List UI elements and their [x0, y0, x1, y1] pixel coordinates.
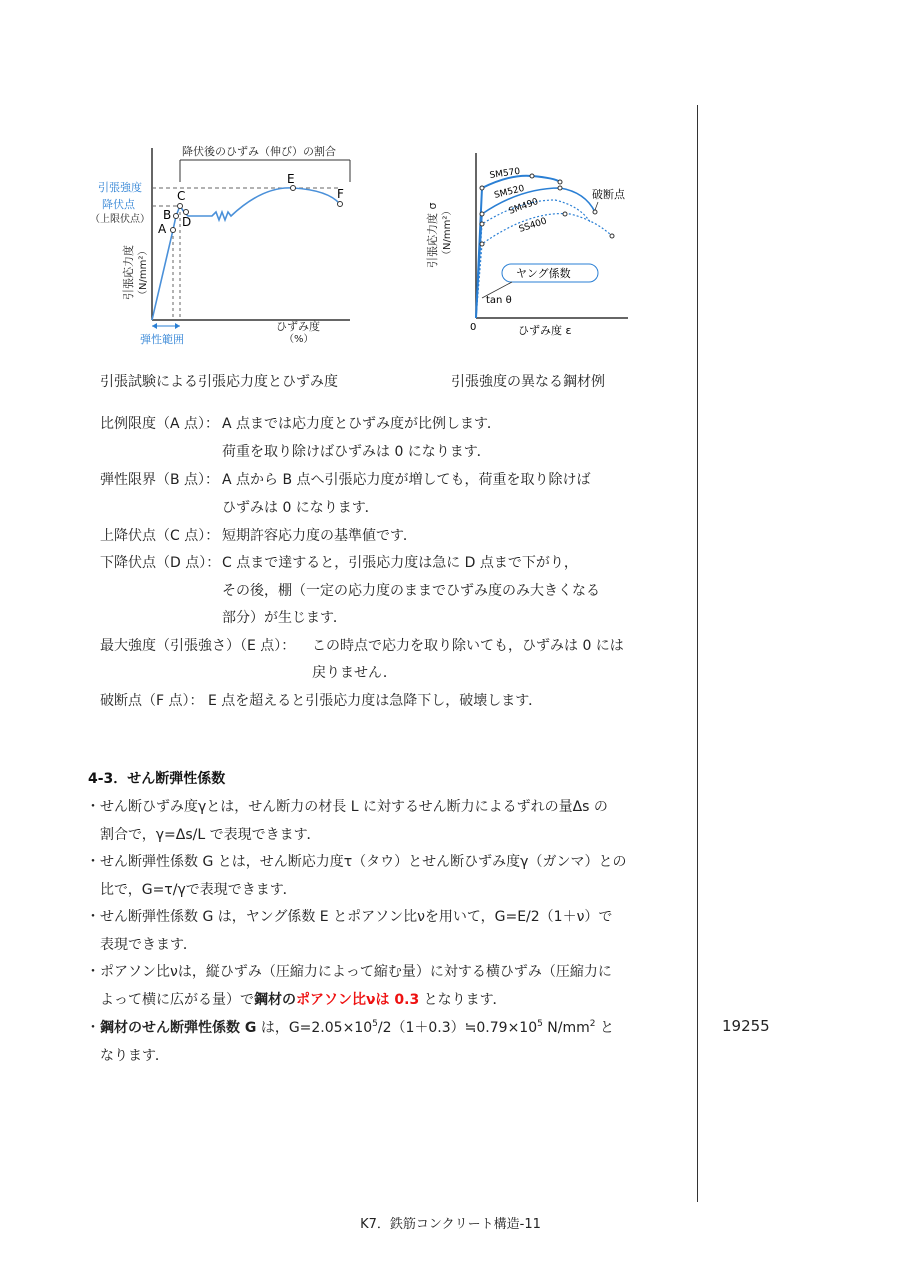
y-axis-label-1: 引張応力度 σ	[426, 202, 439, 268]
point-f-label: F	[337, 187, 344, 201]
def-a-term: 比例限度（A 点）：	[100, 416, 220, 432]
upper-yield-label: （上限伏点）	[90, 214, 150, 225]
poisson-highlight: ポアソン比νは 0.3	[296, 992, 420, 1008]
bullet-3-line2: 表現できます．	[100, 937, 197, 953]
yield-point-label: 降伏点	[102, 198, 135, 211]
bullet-3-line1: ・せん断弾性係数 G は，ヤング係数 E とポアソン比νを用いて，G=E/2（1＋ν）で	[86, 909, 613, 925]
elastic-range-label: 弾性範囲	[140, 333, 184, 346]
bullet-5-line1	[86, 1017, 614, 1037]
bullet-2-line2: 比で，G=τ/γで表現できます．	[100, 882, 297, 898]
steel-grades-figure	[420, 148, 635, 338]
def-d-line2: その後，棚（一定の応力度のままでひずみ度のみ大きくなる	[222, 583, 600, 599]
figure2-caption: 引張強度の異なる鋼材例	[451, 374, 605, 390]
bullet-5-sup2: 5	[537, 1019, 543, 1029]
point-b-marker	[174, 214, 179, 219]
bullet-4-text-d: となります．	[419, 992, 507, 1008]
bullet-5-text-d: /2（1＋0.3）≒0.79×10	[377, 1020, 538, 1036]
bullet-5-text-f: と	[595, 1020, 614, 1036]
side-number: 19255	[722, 1017, 770, 1035]
bullet-5-sup3: 2	[589, 1019, 596, 1029]
def-b-line1: A 点から B 点へ引張応力度が増しても，荷重を取り除けば	[222, 472, 591, 488]
def-b-term: 弾性限界（B 点）：	[100, 472, 220, 488]
y-axis-label-1: 引張応力度	[122, 245, 135, 300]
bullet-1-line2: 割合で，γ=Δs/L で表現できます．	[100, 827, 321, 843]
point-e-marker	[291, 186, 296, 191]
def-a-line2: 荷重を取り除けばひずみは 0 になります．	[222, 444, 491, 460]
x-axis-label-2: （%）	[284, 334, 314, 345]
section-title: 4-3．せん断弾性係数	[88, 771, 226, 787]
bullet-4-text-b: 鋼材の	[254, 992, 296, 1008]
point-b-label: B	[163, 208, 172, 222]
bullet-5-text-e: N/mm	[542, 1020, 590, 1036]
series-sm490: SM490	[507, 196, 540, 217]
def-f-term: 破断点（F 点）：	[100, 693, 204, 709]
young-label: ヤング係数	[516, 267, 571, 280]
def-d-line1: C 点まで達すると，引張応力度は急に D 点まで下がり，	[222, 555, 578, 571]
point-c-marker	[178, 204, 183, 209]
bullet-1-line1: ・せん断ひずみ度γとは，せん断力の材長 L に対するせん断力によるずれの量Δs の	[86, 799, 608, 815]
point-d-label: D	[182, 215, 192, 229]
bullet-4-line1: ・ポアソン比νは，縦ひずみ（圧縮力によって縮む量）に対する横ひずみ（圧縮力に	[86, 964, 612, 980]
bullet-5-text-c: は，G=2.05×10	[256, 1020, 373, 1036]
point-a-label: A	[158, 222, 167, 236]
series-ss400: SS400	[517, 216, 549, 235]
point-f-marker	[338, 202, 343, 207]
x-axis-label: ひずみ度 ε	[518, 324, 572, 337]
figure1-caption: 引張試験による引張応力度とひずみ度	[100, 374, 338, 390]
bullet-5-bold: 鋼材のせん断弾性係数 G	[100, 1020, 257, 1036]
point-c-label: C	[177, 189, 186, 203]
margin-rule	[697, 105, 698, 1202]
tan-label: tan θ	[486, 295, 512, 306]
series-sm520: SM520	[493, 183, 526, 201]
fracture-label: 破断点	[592, 188, 625, 201]
top-label: 降伏後のひずみ（伸び）の割合	[182, 145, 336, 158]
origin-label: 0	[470, 322, 477, 333]
stress-strain-figure	[88, 140, 388, 355]
def-f-line1: E 点を超えると引張応力度は急降下し，破壊します．	[208, 693, 543, 709]
tensile-strength-label: 引張強度	[98, 181, 142, 194]
def-e-term: 最大強度（引張強さ）（E 点）：	[100, 638, 296, 654]
y-axis-label-2: （N/mm²）	[442, 205, 453, 260]
series-sm570: SM570	[489, 166, 521, 181]
def-e-line1: この時点で応力を取り除いても，ひずみは 0 には	[312, 638, 624, 654]
def-b-line2: ひずみは 0 になります．	[222, 500, 379, 516]
bullet-4-line2	[100, 989, 507, 1009]
point-d-marker	[184, 210, 189, 215]
bullet-4-text-a: よって横に広がる量）で	[100, 992, 254, 1008]
bullet-5-line2: なります．	[100, 1048, 169, 1064]
def-a-line1: A 点までは応力度とひずみ度が比例します．	[222, 416, 501, 432]
def-e-line2: 戻りません．	[312, 665, 397, 681]
def-c-line1: 短期許容応力度の基準値です．	[222, 528, 417, 544]
point-e-label: E	[287, 172, 295, 186]
y-axis-label-2: （N/mm²）	[138, 245, 149, 300]
page-footer: K7．鉄筋コンクリート構造-11	[360, 1217, 541, 1232]
bullet-5-dot: ・	[86, 1020, 100, 1036]
def-c-term: 上降伏点（C 点）：	[100, 528, 220, 544]
x-axis-label-1: ひずみ度	[276, 320, 320, 333]
bullet-2-line1: ・せん断弾性係数 G とは，せん断応力度τ（タウ）とせん断ひずみ度γ（ガンマ）との	[86, 854, 627, 870]
bullet-5-sup1: 5	[372, 1019, 378, 1029]
def-d-line3: 部分）が生じます．	[222, 610, 347, 626]
def-d-term: 下降伏点（D 点）：	[100, 555, 221, 571]
point-a-marker	[171, 228, 176, 233]
